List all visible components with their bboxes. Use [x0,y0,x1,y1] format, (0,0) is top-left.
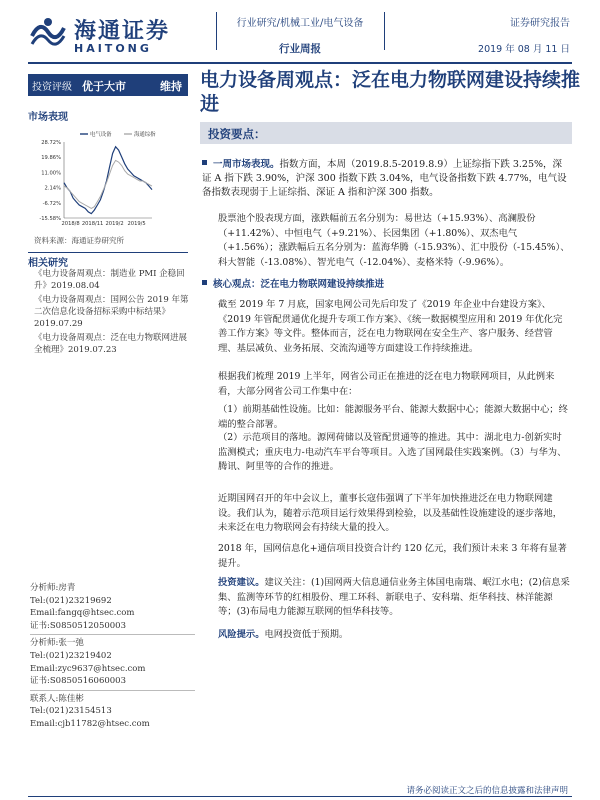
risk-para [218,628,570,643]
analyst-email[interactable]: Email:cjb11782@htsec.com [30,718,150,729]
investment-advice-para [218,576,570,620]
related-research-item[interactable]: 《电力设备周观点：泛在电力物联网进展全梳理》2019.07.23 [34,333,188,355]
header-date-block [478,14,570,55]
chart-x-tick-label: 2018/11 [81,221,104,227]
analyst-email[interactable]: Email:fangq@htsec.com [30,608,135,619]
analyst-tel: Tel:(021)23154513 [30,706,112,717]
analyst-tel: Tel:(021)23219692 [30,595,112,606]
chart-legend-label: 海通综指 [134,132,156,138]
report-title: 电力设备周观点：泛在电力物联网建设持续推进 [200,69,581,115]
report-date: 2019 年 08 月 11 日 [478,44,570,55]
bullet-square-icon [202,280,207,285]
core-para-4: （2）示范项目的落地。源网荷储以及管配贯通等的推进。其中：湖北电力-创新实时监测模式；重庆电力-电动汽车平台等项目。入选了国网最佳实践案例。（3）与华为、腾讯、阿里等的合作的推进。 [218,432,567,472]
rating-hold: 维持 [160,80,182,93]
footer-rule [28,796,572,797]
chart-x-tick-label: 2019/2 [105,221,124,227]
risk-head: 风险提示。 [218,629,265,640]
header-rule [28,62,572,64]
core-para-3: （1）前期基础性设施。比如：能源服务平台、能源大数据中心；能源大数据中心；终端的整合部署。 [218,404,568,430]
keypoints-header [200,122,572,144]
core-para-1: 截至 2019 年 7 月底，国家电网公司先后印发了《2019 年企业中台建设方案》、《2019 年管配贯通优化提升专项工作方案》、《统一数据模型应用和 2019 年优化完善工作方案》等文件。整体而言，泛在电力物联网在安全生产、客户服务、经营管理、基层减负、业务拓展、交流沟通等方面建设工作持续推进。 [218,299,563,354]
analyst-role: 分析师:张一弛 [30,638,84,649]
market-chart [28,128,188,228]
core-view-bullet [202,278,570,292]
core-view-head: 核心观点：泛在电力物联网建设持续推进 [213,279,385,290]
chart-y-tick-label: -6.72% [42,200,61,207]
analyst-role: 联系人:陈佳彬 [30,693,84,704]
keypoints-title: 投资要点： [208,127,266,141]
analyst-cert: 证书:S0850516060003 [30,676,126,687]
chart-y-tick-label: 19.86% [41,155,61,162]
rating-box [28,74,188,96]
analyst-email[interactable]: Email:zyc9637@htsec.com [30,663,146,674]
chart-x-tick-label: 2019/5 [127,221,146,227]
weekly-market-text: 指数方面，本周（2019.8.5-2019.8.9）上证综指下跌 3.25%，深证 A 指下跌 3.90%，沪深 300 指数下跌 3.04%，电气设备指数下跌 4.77%，电气设备指数表现弱于上证综指、深证 A 指和沪深 300 指数。 [202,159,567,198]
analyst-divider [30,690,195,691]
rating-value: 优于大市 [82,80,126,93]
stock-performance-para: 股票池个股表现方面，涨跌幅前五名分别为：易世达（+15.93%）、高澜股份（+11.42%）、中恒电气（+9.21%）、长园集团（+1.80%）、双杰电气（+1.56%）；涨跌幅后五名分别为：蓝海华腾（-15.93%）、汇中股份（-15.45%）、科大智能（-13.08%）、智光电气（-12.04%）、麦格米特（-9.96%）。 [218,213,570,268]
core-para-6: 2018 年，国网信息化+通信项目投资合计约 120 亿元，我们预计未来 3 年将有显著提升。 [218,543,567,569]
header-divider [216,12,217,50]
doc-type: 证券研究报告 [510,18,570,29]
haitong-logo-icon [28,14,68,50]
related-research-item[interactable]: 《电力设备周观点：国网公告 2019 年第二次信息化设备招标采购中标结果》2019.07.29 [34,295,189,329]
related-research-list [34,268,194,358]
market-chart-svg [28,128,188,228]
haitong-logo [28,12,198,54]
logo-en-text: HAITONG [74,42,152,55]
logo-cn-text: 海通证券 [74,18,171,44]
weekly-market-bullet [202,158,570,200]
core-para-5: 近期国网召开的年中会议上，董事长寇伟强调了下半年加快推进泛在电力物联网建设。我们认为，随着示范项目运行效果得到检验，以及基础性设施建设的逐步落地，未来泛在电力物联网会有持续大量的投入。 [218,493,562,533]
chart-y-tick-label: 28.72% [41,140,61,146]
rating-label: 投资评级 [32,82,72,93]
analyst-contacts [30,582,195,731]
chart-legend-label: 电气设备 [90,132,112,138]
chart-source: 资料来源：海通证券研究所 [34,236,124,245]
header-divider [384,12,385,50]
market-performance-title: 市场表现 [28,112,68,123]
chart-y-tick-label: -15.58% [39,216,61,222]
analyst-cert: 证书:S0850512050003 [30,620,126,631]
investment-advice-head: 投资建议。 [218,577,265,588]
chart-y-tick-label: 11.00% [41,170,61,177]
analyst-role: 分析师:房青 [30,583,76,593]
chart-y-tick-label: 2.14% [44,185,61,192]
chart-x-tick-label: 2018/8 [61,221,80,227]
analyst-divider [30,634,195,635]
page-header [0,0,600,62]
report-category: 行业研究/机械工业/电气设备 [236,18,364,29]
header-category-block [230,14,370,56]
weekly-market-head: 一周市场表现。 [213,159,280,170]
footer-disclaimer[interactable]: 请务必阅读正文之后的信息披露和法律声明 [406,786,568,796]
section-divider [28,252,188,253]
investment-advice-text: 建议关注：(1)国网两大信息通信业务主体国电南瑞、岷江水电；(2)信息采集、监测等环节的红相股份、理工环科、新联电子、安科瑞、炬华科技、林洋能源等；(3)布局电力能源互联网的恒华科技等。 [218,577,570,617]
risk-text: 电网投资低于预期。 [264,629,349,640]
analyst-tel: Tel:(021)23219402 [30,650,112,661]
related-research-title: 相关研究 [28,258,68,269]
related-research-item[interactable]: 《电力设备周观点：制造业 PMI 企稳回升》2019.08.04 [34,269,185,291]
chart-series-line [64,160,152,208]
core-para-2: 根据我们梳理 2019 上半年，网省公司正在推进的泛在电力物联网项目，从此例来看，大部分网省公司工作集中在： [218,371,555,397]
report-type: 行业周报 [279,43,321,55]
bullet-square-icon [202,160,207,165]
